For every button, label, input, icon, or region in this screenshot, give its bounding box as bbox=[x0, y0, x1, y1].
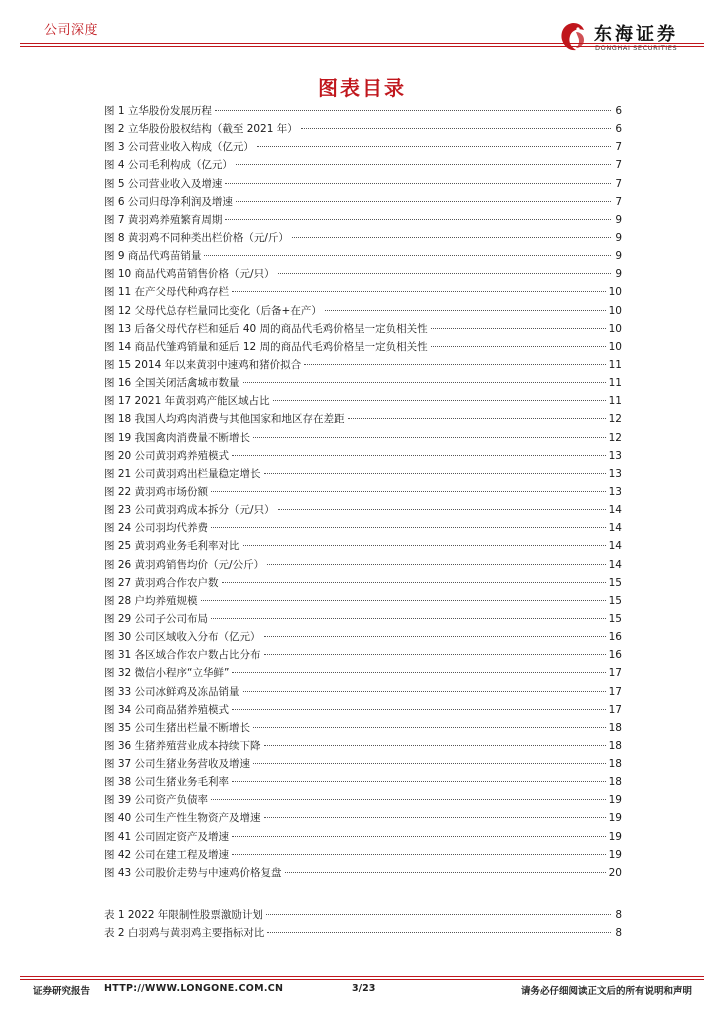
figure-entry-title: 图 29 公司子公司布局 bbox=[104, 612, 209, 625]
figure-entry[interactable] bbox=[104, 701, 622, 719]
figure-entry-title: 图 33 公司冰鲜鸡及冻品销量 bbox=[104, 685, 240, 698]
dot-leader bbox=[232, 836, 606, 837]
dot-leader bbox=[232, 291, 606, 292]
figure-entry-page: 6 bbox=[615, 105, 622, 117]
figure-entry[interactable] bbox=[104, 156, 622, 174]
dot-leader bbox=[211, 491, 606, 492]
figure-entry[interactable] bbox=[104, 719, 622, 737]
figure-entry[interactable] bbox=[104, 556, 622, 574]
figure-entry-page: 15 bbox=[608, 576, 622, 589]
figure-entry-page: 10 bbox=[608, 304, 622, 317]
figure-entry[interactable] bbox=[104, 809, 622, 827]
footer-report-type: 证券研究报告 bbox=[33, 986, 91, 997]
header-rule bbox=[20, 43, 704, 44]
donghai-logo bbox=[558, 20, 708, 58]
figure-entry[interactable] bbox=[104, 338, 622, 356]
dot-leader bbox=[348, 418, 606, 419]
dot-leader bbox=[232, 854, 606, 855]
dot-leader bbox=[243, 691, 606, 692]
figure-entry-title: 图 18 我国人均鸡肉消费与其他国家和地区存在差距 bbox=[104, 413, 345, 426]
logo-english-name: DONGHAI SECURITIES bbox=[595, 44, 678, 52]
page-title: 图表目录 bbox=[318, 76, 406, 100]
figure-entry[interactable] bbox=[104, 683, 622, 701]
figure-entry-page: 9 bbox=[615, 250, 622, 263]
figure-entry-title: 图 19 我国禽肉消费量不断增长 bbox=[104, 431, 251, 444]
figure-entry-page: 7 bbox=[615, 141, 622, 154]
figure-entry-page: 13 bbox=[608, 485, 622, 498]
dot-leader bbox=[232, 672, 605, 673]
footer-rule-thin bbox=[20, 979, 704, 980]
figure-entry-page: 11 bbox=[608, 358, 622, 371]
figure-entry-title: 图 7 黄羽鸡养殖繁育周期 bbox=[104, 213, 223, 226]
figure-entry-page: 9 bbox=[615, 268, 622, 281]
figure-entry[interactable] bbox=[104, 374, 622, 392]
dot-leader bbox=[278, 509, 606, 510]
figure-entry[interactable] bbox=[104, 610, 622, 628]
dot-leader bbox=[431, 328, 606, 329]
figure-entry-title: 图 3 公司营业收入构成（亿元） bbox=[104, 141, 254, 154]
dot-leader bbox=[285, 872, 606, 873]
figure-entry-page: 12 bbox=[608, 431, 622, 444]
figure-entry-title: 图 2 立华股份股权结构（截至 2021 年） bbox=[104, 123, 298, 136]
figure-entry[interactable] bbox=[104, 193, 622, 211]
figure-entry[interactable] bbox=[104, 447, 622, 465]
figure-entry[interactable] bbox=[104, 410, 622, 428]
figure-entry-page: 18 bbox=[608, 758, 622, 771]
figure-entry-title: 图 20 公司黄羽鸡养殖模式 bbox=[104, 449, 230, 462]
figure-entry[interactable] bbox=[104, 302, 622, 320]
dot-leader bbox=[211, 618, 606, 619]
figure-entry-title: 图 14 商品代雏鸡销量和延后 12 周的商品代毛鸡价格呈一定负相关性 bbox=[104, 340, 428, 353]
figure-entry-page: 17 bbox=[608, 667, 622, 680]
figure-entry-page: 19 bbox=[608, 812, 622, 825]
figure-entry[interactable] bbox=[104, 646, 622, 664]
dot-leader bbox=[232, 781, 606, 782]
figure-entry-title: 图 28 户均养殖规模 bbox=[104, 594, 198, 607]
figure-entry-page: 18 bbox=[608, 721, 622, 734]
figure-entry-title: 图 34 公司商品猪养殖模式 bbox=[104, 703, 230, 716]
figure-entry[interactable] bbox=[104, 392, 622, 410]
figure-entry-title: 图 40 公司生产性生物资产及增速 bbox=[104, 812, 261, 825]
figure-entry-title: 图 31 各区域合作农户数占比分布 bbox=[104, 649, 261, 662]
figure-entry-page: 10 bbox=[608, 340, 622, 353]
figure-entry[interactable] bbox=[104, 211, 622, 229]
figure-entry[interactable] bbox=[104, 664, 622, 682]
figure-entry-page: 13 bbox=[608, 467, 622, 480]
dot-leader bbox=[301, 128, 611, 129]
figure-entry-title: 图 22 黄羽鸡市场份额 bbox=[104, 485, 209, 498]
figure-entry[interactable] bbox=[104, 356, 622, 374]
figure-entry-title: 图 15 2014 年以来黄羽中速鸡和猪价拟合 bbox=[104, 358, 302, 371]
table-entry-title: 表 2 白羽鸡与黄羽鸡主要指标对比 bbox=[104, 927, 265, 940]
figure-entry-page: 18 bbox=[608, 776, 622, 789]
dot-leader bbox=[264, 817, 606, 818]
figure-entry-page: 16 bbox=[608, 649, 622, 662]
figure-entry[interactable] bbox=[104, 828, 622, 846]
logo-chinese-name: 东海证券 bbox=[594, 24, 678, 45]
dot-leader bbox=[304, 364, 606, 365]
dot-leader bbox=[222, 582, 606, 583]
dot-leader bbox=[292, 237, 611, 238]
figure-entry-title: 图 25 黄羽鸡业务毛利率对比 bbox=[104, 540, 240, 553]
figure-entry[interactable] bbox=[104, 592, 622, 610]
footer-disclaimer: 请务必仔细阅读正文后的所有说明和声明 bbox=[520, 986, 692, 997]
figure-entry-title: 图 12 父母代总存栏量同比变化（后备+在产） bbox=[104, 304, 322, 317]
figure-entry[interactable] bbox=[104, 846, 622, 864]
figure-entry[interactable] bbox=[104, 175, 622, 193]
figure-entry[interactable] bbox=[104, 628, 622, 646]
table-entry[interactable] bbox=[104, 924, 622, 942]
dot-leader bbox=[236, 164, 611, 165]
figure-entry-page: 11 bbox=[608, 395, 622, 408]
dot-leader bbox=[325, 310, 606, 311]
figure-entry-page: 9 bbox=[615, 231, 622, 244]
footer-website-link[interactable]: HTTP://WWW.LONGONE.COM.CN bbox=[104, 983, 284, 994]
figure-entry[interactable] bbox=[104, 247, 622, 265]
dot-leader bbox=[211, 527, 606, 528]
figure-entry-title: 图 30 公司区域收入分布（亿元） bbox=[104, 631, 261, 644]
figure-entry-title: 图 5 公司营业收入及增速 bbox=[104, 177, 223, 190]
dot-leader bbox=[264, 636, 606, 637]
figure-entry-title: 图 24 公司羽均代养费 bbox=[104, 522, 209, 535]
figure-entry[interactable] bbox=[104, 229, 622, 247]
figure-entry[interactable] bbox=[104, 537, 622, 555]
dot-leader bbox=[225, 219, 611, 220]
dragon-logo-icon bbox=[558, 20, 588, 54]
dot-leader bbox=[264, 654, 606, 655]
dot-leader bbox=[273, 400, 606, 401]
dot-leader bbox=[267, 932, 611, 933]
figure-entry-page: 19 bbox=[608, 848, 622, 861]
figure-entry[interactable] bbox=[104, 864, 622, 882]
dot-leader bbox=[232, 709, 606, 710]
figure-entry-title: 图 8 黄羽鸡不同种类出栏价格（元/斤） bbox=[104, 231, 289, 244]
figure-entry-page: 19 bbox=[608, 830, 622, 843]
dot-leader bbox=[264, 745, 606, 746]
figure-entry-title: 图 43 公司股价走势与中速鸡价格复盘 bbox=[104, 866, 282, 879]
figure-entry-title: 图 17 2021 年黄羽鸡产能区域占比 bbox=[104, 395, 270, 408]
header-rule-thin bbox=[20, 46, 704, 47]
dot-leader bbox=[243, 545, 606, 546]
figure-entry-title: 图 9 商品代鸡苗销量 bbox=[104, 250, 202, 263]
figure-entry-title: 图 32 微信小程序“立华鲜” bbox=[104, 667, 230, 680]
figure-entry[interactable] bbox=[104, 773, 622, 791]
dot-leader bbox=[253, 763, 606, 764]
figure-entry-page: 18 bbox=[608, 739, 622, 752]
figure-entry-title: 图 6 公司归母净利润及增速 bbox=[104, 195, 233, 208]
figure-entry-title: 图 37 公司生猪业务营收及增速 bbox=[104, 758, 251, 771]
figure-entry-title: 图 35 公司生猪出栏量不断增长 bbox=[104, 721, 251, 734]
dot-leader bbox=[264, 473, 606, 474]
figure-entry-title: 图 36 生猪养殖营业成本持续下降 bbox=[104, 739, 261, 752]
figure-entry-page: 7 bbox=[615, 195, 622, 208]
figure-entry-title: 图 11 在产父母代种鸡存栏 bbox=[104, 286, 230, 299]
table-entry-page: 8 bbox=[615, 909, 622, 921]
dot-leader bbox=[266, 914, 611, 915]
figure-entry-title: 图 39 公司资产负债率 bbox=[104, 794, 209, 807]
footer-rule bbox=[20, 976, 704, 977]
figure-entry-page: 17 bbox=[608, 703, 622, 716]
figure-entry-title: 图 16 全国关闭活禽城市数量 bbox=[104, 377, 240, 390]
figure-entry[interactable] bbox=[104, 483, 622, 501]
figure-entry[interactable] bbox=[104, 320, 622, 338]
figure-entry-page: 7 bbox=[615, 177, 622, 190]
figure-entry-page: 19 bbox=[608, 794, 622, 807]
figure-entry[interactable] bbox=[104, 737, 622, 755]
figure-entry-title: 图 27 黄羽鸡合作农户数 bbox=[104, 576, 219, 589]
figure-entry-title: 图 13 后备父母代存栏和延后 40 周的商品代毛鸡价格呈一定负相关性 bbox=[104, 322, 428, 335]
figure-entry-title: 图 1 立华股份发展历程 bbox=[104, 105, 212, 117]
figure-entry-page: 10 bbox=[608, 286, 622, 299]
dot-leader bbox=[225, 183, 611, 184]
figure-entry[interactable] bbox=[104, 465, 622, 483]
table-entry-title: 表 1 2022 年限制性股票激励计划 bbox=[104, 909, 263, 921]
dot-leader bbox=[243, 382, 606, 383]
figure-entry-page: 17 bbox=[608, 685, 622, 698]
figure-entry[interactable] bbox=[104, 501, 622, 519]
dot-leader bbox=[236, 201, 611, 202]
figure-entry-title: 图 42 公司在建工程及增速 bbox=[104, 848, 230, 861]
figure-entry[interactable] bbox=[104, 519, 622, 537]
figure-entry[interactable] bbox=[104, 102, 622, 120]
figure-entry-page: 16 bbox=[608, 631, 622, 644]
figure-entry-page: 14 bbox=[608, 540, 622, 553]
figure-entry-page: 10 bbox=[608, 322, 622, 335]
dot-leader bbox=[211, 799, 606, 800]
figure-entry[interactable] bbox=[104, 791, 622, 809]
dot-leader bbox=[201, 600, 606, 601]
figure-entry-page: 15 bbox=[608, 594, 622, 607]
figure-entry-page: 9 bbox=[615, 213, 622, 226]
dot-leader bbox=[204, 255, 611, 256]
dot-leader bbox=[267, 564, 606, 565]
figure-entry[interactable] bbox=[104, 755, 622, 773]
figure-entry-title: 图 21 公司黄羽鸡出栏量稳定增长 bbox=[104, 467, 261, 480]
figure-entry-page: 12 bbox=[608, 413, 622, 426]
figure-entry-title: 图 23 公司黄羽鸡成本拆分（元/只） bbox=[104, 504, 275, 517]
table-entry-page: 8 bbox=[615, 927, 622, 940]
dot-leader bbox=[253, 437, 606, 438]
figure-entry-page: 6 bbox=[615, 123, 622, 136]
figure-list bbox=[104, 102, 622, 882]
dot-leader bbox=[232, 455, 606, 456]
figure-entry-title: 图 4 公司毛利构成（亿元） bbox=[104, 159, 233, 172]
figure-entry-title: 图 38 公司生猪业务毛利率 bbox=[104, 776, 230, 789]
figure-entry[interactable] bbox=[104, 429, 622, 447]
figure-entry-title: 图 10 商品代鸡苗销售价格（元/只） bbox=[104, 268, 275, 281]
dot-leader bbox=[253, 727, 606, 728]
dot-leader bbox=[431, 346, 606, 347]
figure-entry-title: 图 26 黄羽鸡销售均价（元/公斤） bbox=[104, 558, 265, 571]
figure-entry-page: 14 bbox=[608, 504, 622, 517]
figure-entry-page: 14 bbox=[608, 522, 622, 535]
page-header bbox=[0, 0, 724, 60]
figure-entry[interactable] bbox=[104, 120, 622, 138]
figure-entry-page: 13 bbox=[608, 449, 622, 462]
figure-entry-page: 7 bbox=[615, 159, 622, 172]
figure-entry-page: 11 bbox=[608, 377, 622, 390]
figure-entry[interactable] bbox=[104, 283, 622, 301]
footer-page-number: 3/23 bbox=[352, 983, 376, 994]
figure-entry-page: 15 bbox=[608, 612, 622, 625]
dot-leader bbox=[278, 273, 611, 274]
figure-entry-page: 20 bbox=[608, 866, 622, 879]
dot-leader bbox=[215, 110, 611, 111]
table-entry[interactable] bbox=[104, 906, 622, 924]
figure-entry[interactable] bbox=[104, 265, 622, 283]
table-list bbox=[104, 906, 622, 942]
figure-entry-page: 14 bbox=[608, 558, 622, 571]
dot-leader bbox=[257, 146, 611, 147]
section-tag: 公司深度 bbox=[44, 23, 99, 38]
figure-entry[interactable] bbox=[104, 574, 622, 592]
figure-entry-title: 图 41 公司固定资产及增速 bbox=[104, 830, 230, 843]
figure-entry[interactable] bbox=[104, 138, 622, 156]
